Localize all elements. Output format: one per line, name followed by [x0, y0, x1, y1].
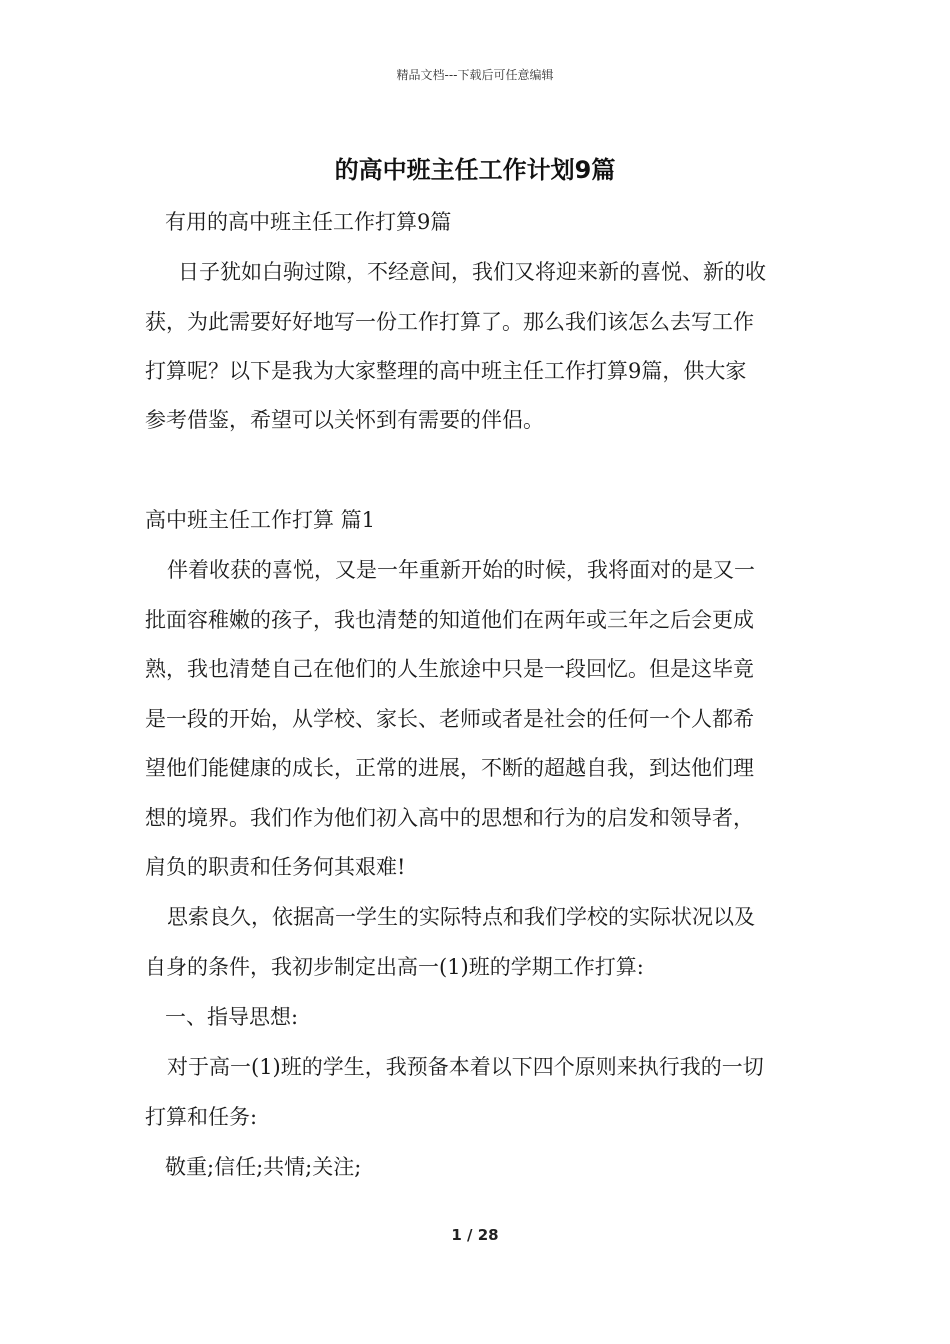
para1-line-6: 想的境界。我们作为他们初入高中的思想和行为的启发和领导者， — [145, 806, 754, 830]
intro-line-1: 日子犹如白驹过隙，不经意间，我们又将迎来新的喜悦、新的收 — [178, 260, 766, 284]
para1-line-5: 望他们能健康的成长，正常的进展，不断的超越自我，到达他们理 — [145, 756, 754, 780]
intro-line-4: 参考借鉴，希望可以关怀到有需要的伴侣。 — [145, 408, 544, 432]
page-number: 1 / 28 — [451, 1226, 499, 1244]
para3-line-2: 打算和任务: — [145, 1105, 258, 1129]
intro-line-3: 打算呢？以下是我为大家整理的高中班主任工作打算9篇，供大家 — [145, 359, 747, 383]
para3-line-1: 对于高一(1)班的学生，我预备本着以下四个原则来执行我的一切 — [167, 1055, 764, 1079]
para1-line-7: 肩负的职责和任务何其艰难! — [145, 855, 406, 879]
document-title: 的高中班主任工作计划9篇 — [334, 156, 616, 184]
intro-line-2: 获，为此需要好好地写一份工作打算了。那么我们该怎么去写工作 — [145, 310, 754, 334]
section-heading: 高中班主任工作打算 篇1 — [145, 508, 376, 532]
section-item-1: 一、指导思想: — [165, 1005, 299, 1029]
para1-line-3: 熟，我也清楚自己在他们的人生旅途中只是一段回忆。但是这毕竟 — [145, 657, 754, 681]
para1-line-4: 是一段的开始，从学校、家长、老师或者是社会的任何一个人都希 — [145, 707, 754, 731]
principles-line: 敬重;信任;共情;关注; — [165, 1155, 362, 1179]
document-subtitle: 有用的高中班主任工作打算9篇 — [165, 210, 452, 234]
page-header: 精品文档---下载后可任意编辑 — [396, 68, 554, 82]
para2-line-1: 思索良久，依据高一学生的实际特点和我们学校的实际状况以及 — [167, 905, 755, 929]
para1-line-1: 伴着收获的喜悦，又是一年重新开始的时候，我将面对的是又一 — [167, 558, 755, 582]
para1-line-2: 批面容稚嫩的孩子，我也清楚的知道他们在两年或三年之后会更成 — [145, 608, 754, 632]
para2-line-2: 自身的条件，我初步制定出高一(1)班的学期工作打算: — [145, 955, 644, 979]
